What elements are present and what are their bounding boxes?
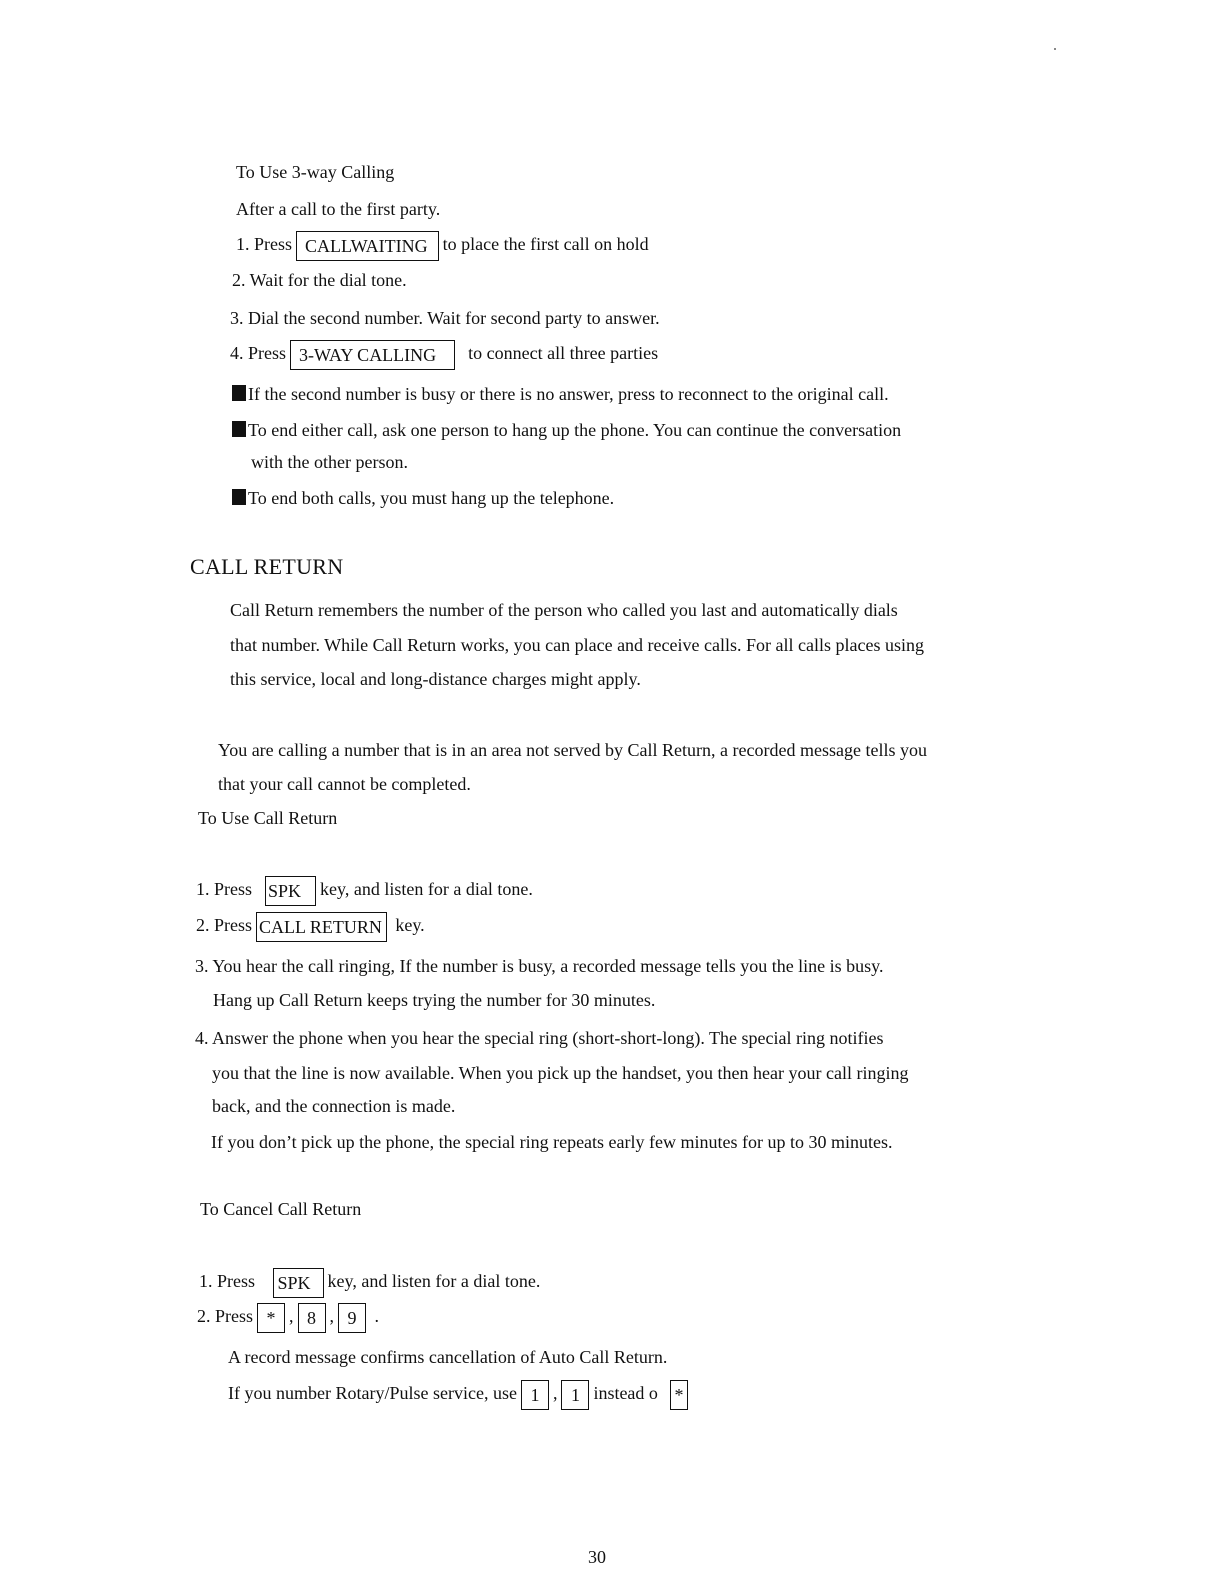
step-prefix: 2. Press: [197, 1306, 254, 1327]
spk-key: SPK: [265, 876, 316, 906]
step-suffix: key, and listen for a dial tone.: [327, 1271, 541, 1292]
use-step-3b: Hang up Call Return keeps trying the number for 30 minutes.: [213, 990, 656, 1010]
call-return-para-2b: that your call cannot be completed.: [218, 774, 471, 794]
use-step-3a: 3. You hear the call ringing, If the number is busy, a recorded message tells you the line is busy.: [195, 956, 884, 976]
three-way-note-1: If the second number is busy or there is no answer, press to reconnect to the original call.: [232, 383, 889, 405]
three-way-step-2: 2. Wait for the dial tone.: [232, 270, 407, 290]
call-return-para-2a: You are calling a number that is in an area not served by Call Return, a recorded message tells you: [218, 740, 927, 760]
three-way-calling-key: 3-WAY CALLING: [290, 340, 455, 370]
nine-key: 9: [338, 1303, 366, 1333]
page-number: 30: [588, 1547, 606, 1567]
step-suffix: key, and listen for a dial tone.: [320, 879, 533, 900]
eight-key: 8: [298, 1303, 326, 1333]
three-way-step-3: 3. Dial the second number. Wait for second party to answer.: [230, 308, 660, 328]
cancel-step-2: 2. Press * , 8 , 9 .: [197, 1303, 379, 1333]
three-way-note-2: To end either call, ask one person to hang up the phone. You can continue the conversation: [232, 419, 901, 441]
step-suffix: to place the first call on hold: [442, 234, 649, 255]
use-step-4c: back, and the connection is made.: [212, 1096, 456, 1116]
cancel-step-1: [199, 1268, 540, 1298]
use-call-return-title: To Use Call Return: [198, 808, 338, 828]
scan-speck: [1054, 48, 1056, 50]
use-step-4b: you that the line is now available. When you pick up the handset, you then hear your call ringing: [212, 1063, 909, 1083]
star-key: *: [670, 1380, 688, 1410]
rotary-prefix: If you number Rotary/Pulse service, use: [228, 1383, 517, 1404]
step-prefix: 2. Press: [196, 915, 253, 936]
section-title-three-way: To Use 3-way Calling: [236, 162, 395, 182]
cancel-confirm: A record message confirms cancellation of Auto Call Return.: [228, 1347, 668, 1367]
three-way-note-2-cont: with the other person.: [251, 452, 408, 472]
step-prefix: 1. Press: [199, 1271, 256, 1292]
three-way-step-1: [236, 231, 649, 261]
call-return-para-1a: Call Return remembers the number of the person who called you last and automatically dials: [230, 600, 898, 620]
star-key: *: [257, 1303, 285, 1333]
step-suffix: to connect all three parties: [468, 343, 659, 364]
call-return-key: CALL RETURN: [256, 912, 387, 942]
cancel-call-return-title: To Cancel Call Return: [200, 1199, 362, 1219]
three-way-intro: After a call to the first party.: [236, 199, 441, 219]
square-bullet-icon: [232, 385, 246, 401]
call-return-para-1c: this service, local and long-distance charges might apply.: [230, 669, 641, 689]
rotary-mid: instead o: [593, 1383, 658, 1404]
callwaiting-key: CALLWAITING: [296, 231, 439, 261]
step-prefix: 1. Press: [196, 879, 253, 900]
use-note: If you don’t pick up the phone, the special ring repeats early few minutes for up to 30 minutes.: [211, 1132, 893, 1152]
square-bullet-icon: [232, 489, 246, 505]
use-step-4a: 4. Answer the phone when you hear the special ring (short-short-long). The special ring notifies: [195, 1028, 884, 1048]
three-way-step-4: [230, 340, 658, 370]
use-step-1: [196, 876, 533, 906]
call-return-para-1b: that number. While Call Return works, you can place and receive calls. For all calls places using: [230, 635, 924, 655]
step-prefix: 1. Press: [236, 234, 293, 255]
call-return-heading: CALL RETURN: [190, 554, 344, 579]
three-way-note-3: To end both calls, you must hang up the telephone.: [232, 487, 614, 509]
one-key: 1: [561, 1380, 589, 1410]
step-prefix: 4. Press: [230, 343, 287, 364]
use-step-2: [196, 912, 425, 942]
spk-key: SPK: [273, 1268, 324, 1298]
rotary-note: If you number Rotary/Pulse service, use 1 , 1 instead o *: [228, 1380, 692, 1410]
step-suffix: key.: [395, 915, 425, 936]
one-key: 1: [521, 1380, 549, 1410]
square-bullet-icon: [232, 421, 246, 437]
